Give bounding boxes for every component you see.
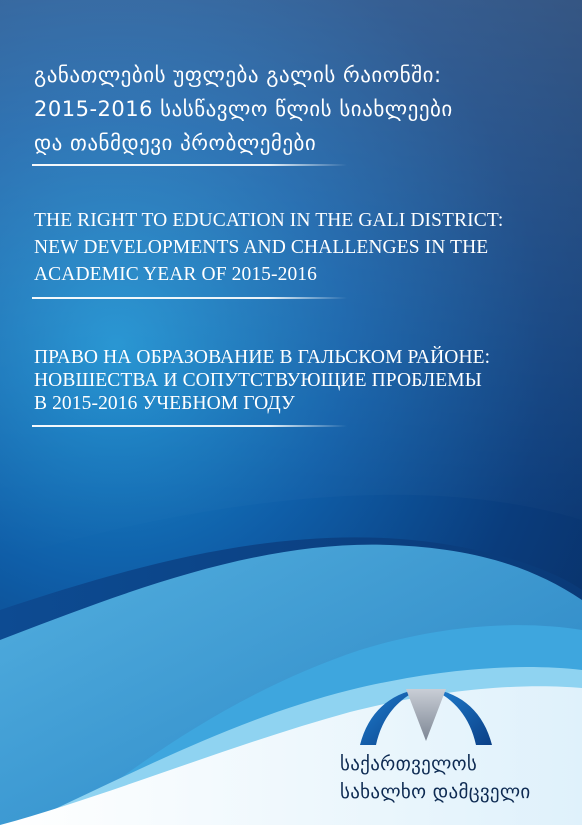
title-russian-line: НОВШЕСТВА И СОПУТСТВУЮЩИЕ ПРОБЛЕМЫ (34, 370, 482, 391)
title-russian-line: В 2015-2016 УЧЕБНОМ ГОДУ (34, 393, 295, 414)
organization-name (340, 750, 560, 806)
title-georgian-line: განათლების უფლება გალის რაიონში: (34, 63, 442, 87)
title-russian (34, 346, 562, 415)
title-english (34, 207, 562, 288)
title-english-line: NEW DEVELOPMENTS AND CHALLENGES IN THE (34, 237, 489, 258)
divider-rule (32, 297, 347, 299)
title-english-line: ACADEMIC YEAR OF 2015-2016 (34, 264, 318, 285)
organization-name-line: საქართველოს (340, 753, 478, 775)
title-russian-line: ПРАВО НА ОБРАЗОВАНИЕ В ГАЛЬСКОМ РАЙОНЕ: (34, 347, 491, 368)
title-georgian-line: 2015-2016 სასწავლო წლის სიახლეები (34, 97, 453, 121)
title-english-line: THE RIGHT TO EDUCATION IN THE GALI DISTRICT: (34, 210, 504, 231)
divider-rule (32, 425, 347, 427)
ombudsman-arch-logo-icon (358, 683, 494, 747)
title-georgian-line: და თანმდევი პრობლემები (34, 131, 317, 155)
title-georgian (34, 58, 562, 160)
divider-rule (32, 164, 347, 166)
organization-name-line: სახალხო დამცველი (340, 781, 531, 803)
